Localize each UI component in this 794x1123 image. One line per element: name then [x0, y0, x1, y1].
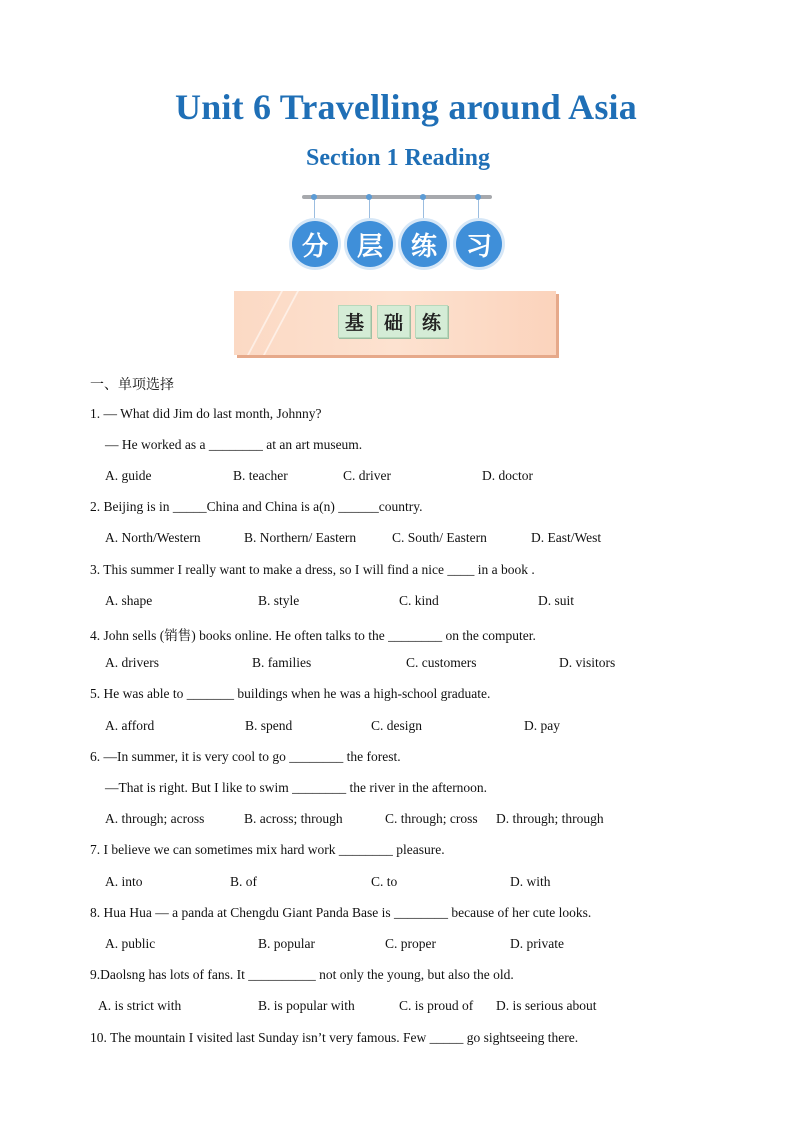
answer-option: C. is proud of — [399, 998, 474, 1013]
question-stem: —That is right. But I like to swim ________ the river in the afternoon. — [105, 780, 488, 795]
question-stem: 7. I believe we can sometimes mix hard work ________ pleasure. — [90, 842, 445, 857]
answer-option: C. kind — [399, 593, 439, 608]
badge-string — [314, 200, 315, 222]
banner-tile: 基 — [338, 305, 371, 338]
question-stem: 2. Beijing is in _____China and China is a(n) ______country. — [90, 499, 423, 514]
question-stem: 8. Hua Hua — a panda at Chengdu Giant Panda Base is ________ because of her cute looks. — [90, 905, 592, 920]
answer-option: A. afford — [105, 718, 155, 733]
answer-option: A. drivers — [105, 655, 159, 670]
answer-option: C. customers — [406, 655, 477, 670]
answer-option: B. families — [252, 655, 312, 670]
banner-stripe — [263, 291, 299, 355]
answer-option: D. through; through — [496, 811, 604, 826]
answer-option: D. pay — [524, 718, 560, 733]
banner-tile: 练 — [415, 305, 448, 338]
question-stem: 5. He was able to _______ buildings when he was a high-school graduate. — [90, 686, 491, 701]
badge-circle: 习 — [456, 221, 502, 267]
answer-option: A. guide — [105, 468, 152, 483]
answer-option: B. Northern/ Eastern — [244, 530, 357, 545]
answer-option: A. is strict with — [98, 998, 182, 1013]
answer-option: B. is popular with — [258, 998, 355, 1013]
badge-string — [478, 200, 479, 222]
badge-string — [369, 200, 370, 222]
answer-option: D. is serious about — [496, 998, 597, 1013]
page-subtitle: Section 1 Reading — [305, 145, 490, 171]
answer-option: B. spend — [245, 718, 293, 733]
badge-rail — [302, 195, 492, 199]
question-stem: 1. — What did Jim do last month, Johnny? — [90, 406, 322, 421]
answer-option: C. to — [371, 874, 398, 889]
answer-option: C. design — [371, 718, 423, 733]
badge-string — [423, 200, 424, 222]
answer-option: D. doctor — [482, 468, 533, 483]
banner-tile: 础 — [377, 305, 410, 338]
answer-option: B. of — [230, 874, 257, 889]
question-stem: 6. —In summer, it is very cool to go ________ the forest. — [90, 749, 401, 764]
section-heading: 一、单项选择 — [90, 377, 174, 393]
question-stem: 10. The mountain I visited last Sunday isn’t very famous. Few _____ go sightseeing there. — [90, 1030, 579, 1045]
badge-circle: 分 — [292, 221, 338, 267]
answer-option: B. teacher — [233, 468, 288, 483]
answer-option: B. style — [258, 593, 300, 608]
badge-circle: 练 — [401, 221, 447, 267]
answer-option: C. South/ Eastern — [392, 530, 487, 545]
answer-option: C. proper — [385, 936, 436, 951]
answer-option: B. across; through — [244, 811, 343, 826]
answer-option: A. through; across — [105, 811, 205, 826]
badge-circle: 层 — [347, 221, 393, 267]
banner-stripe — [247, 291, 283, 355]
answer-option: D. East/West — [531, 530, 602, 545]
answer-option: A. into — [105, 874, 143, 889]
answer-option: C. through; cross — [385, 811, 478, 826]
question-stem: 3. This summer I really want to make a dress, so I will find a nice ____ in a book . — [90, 562, 535, 577]
question-stem: 9.Daolsng has lots of fans. It __________ not only the young, but also the old. — [90, 967, 514, 982]
question-stem: 4. John sells (销售) books online. He often talks to the ________ on the computer. — [90, 628, 536, 643]
answer-option: D. suit — [538, 593, 575, 608]
question-stem: — He worked as a ________ at an art museum. — [105, 437, 363, 452]
answer-option: D. private — [510, 936, 564, 951]
answer-option: A. shape — [105, 593, 153, 608]
answer-option: C. driver — [343, 468, 391, 483]
answer-option: B. popular — [258, 936, 315, 951]
answer-option: A. public — [105, 936, 156, 951]
answer-option: A. North/Western — [105, 530, 201, 545]
answer-option: D. with — [510, 874, 551, 889]
page-title: Unit 6 Travelling around Asia — [175, 87, 637, 127]
answer-option: D. visitors — [559, 655, 616, 670]
